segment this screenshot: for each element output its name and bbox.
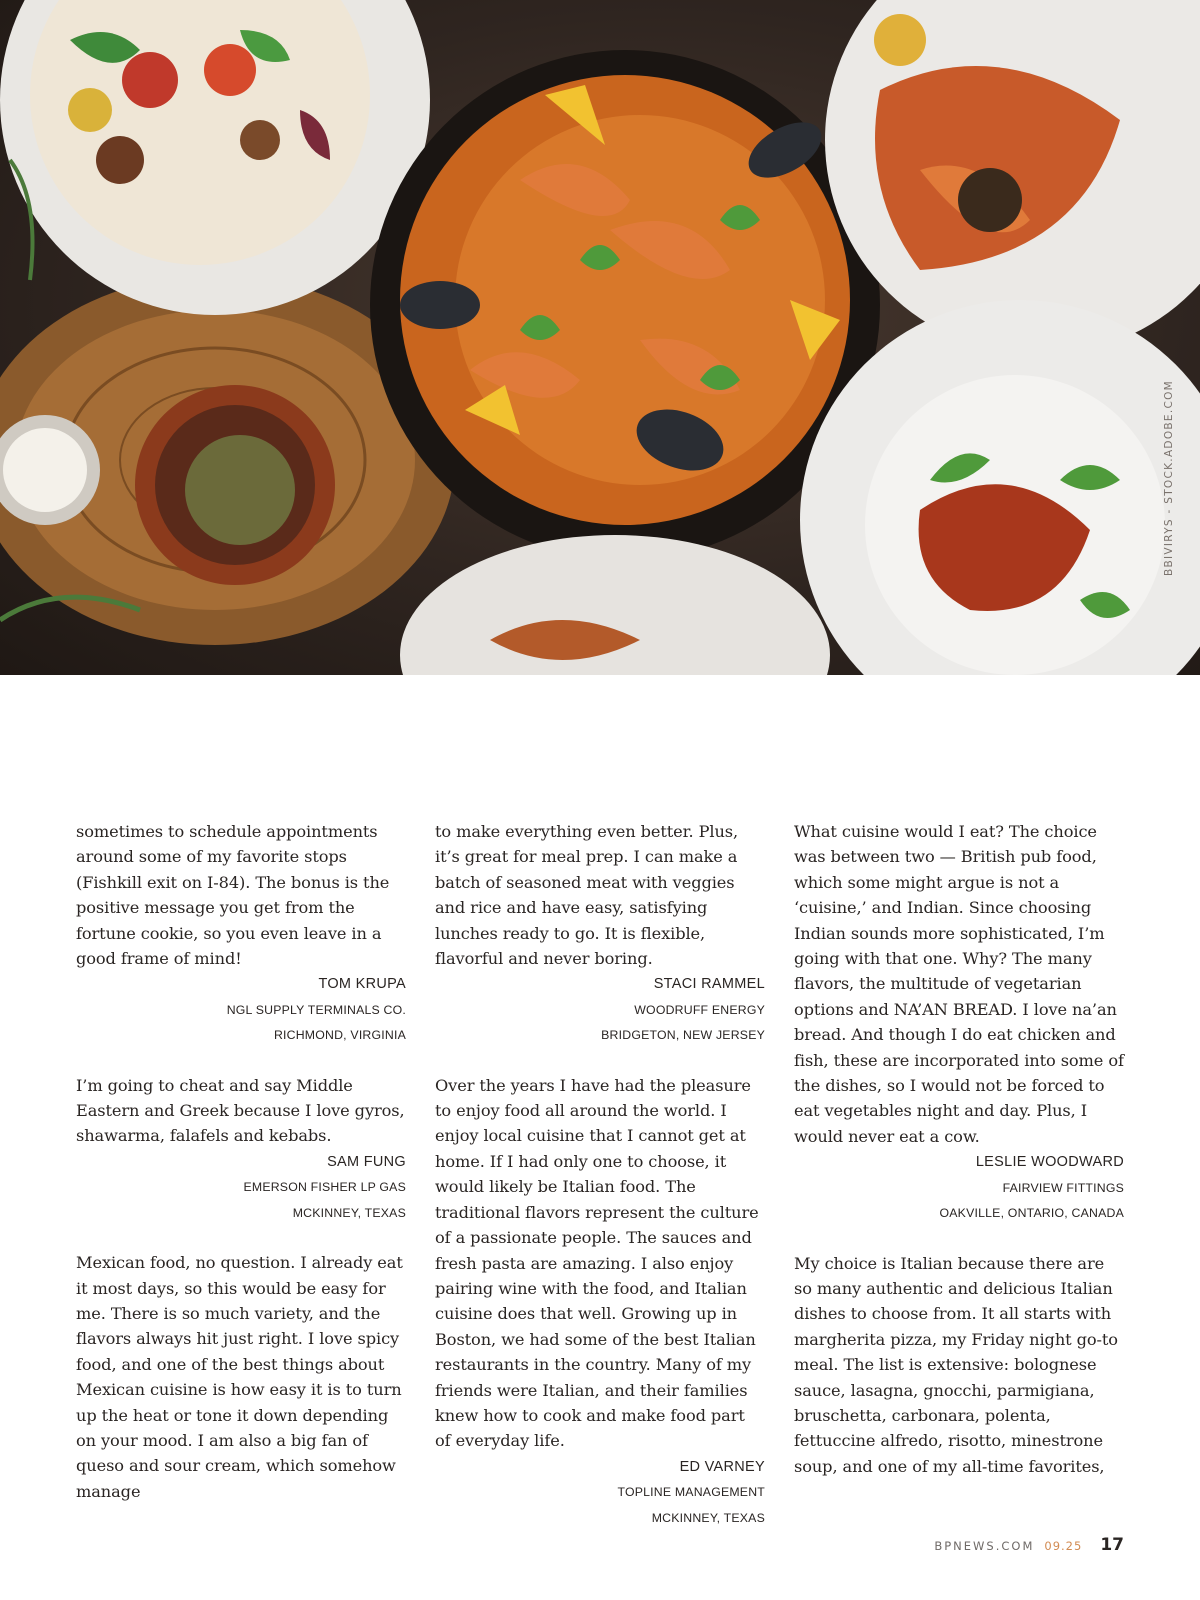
plate-bottom-center [400, 535, 830, 675]
signature [435, 1455, 765, 1531]
respondent-location: MCKINNEY, TEXAS [651, 1510, 765, 1525]
respondent-name: LESLIE WOODWARD [975, 1154, 1124, 1171]
text-column-1 [76, 819, 406, 1504]
respondent-company: WOODRUFF ENERGY [634, 1002, 765, 1017]
response-text: I’m going to cheat and say Middle Eastern and Greek because I love gyros, shawarma, falafels and kebabs. [76, 1075, 405, 1146]
response-text: Over the years I have had the pleasure to enjoy food all around the world. I enjoy local cuisine that I cannot get at home. If I had only one to choose, it would likely be Italian food. The traditional flavors represent the culture of a passionate people. The sauces and fresh pasta are amazing. I also enjoy pairing wine with the food, and Italian cuisine does that well. Growing up in Boston, we had some of the best Italian restaurants in the country. Many of my friends were Italian, and their families knew how to cook and make food part of everyday life. [435, 1075, 759, 1451]
respondent-location: BRIDGETON, NEW JERSEY [601, 1028, 765, 1043]
response-text: What cuisine would I eat? The choice was between two — British pub food, which some might argue is not a ‘cuisine,’ and Indian. Since choosing Indian sounds more sophisticated, I’m going with that one. Why? The many flavors, the multitude of vegetarian options and NA’AN BREAD. I love na’an bread. And though I do eat chicken and fish, these are incorporated into some of the dishes, so I would not be forced to eat vegetables night and day. Plus, I would never eat a cow. [794, 822, 1124, 1146]
respondent-company: EMERSON FISHER LP GAS [243, 1180, 406, 1195]
food-photo-illustration [0, 0, 1200, 675]
respondent-name: TOM KRUPA [318, 976, 406, 993]
signature [435, 972, 765, 1048]
respondent-name: SAM FUNG [327, 1153, 406, 1170]
signature [76, 972, 406, 1048]
respondent-name: ED VARNEY [679, 1458, 765, 1475]
response-entry [76, 819, 406, 1049]
page-footer [934, 1535, 1124, 1555]
response-text: to make everything even better. Plus, it’s great for meal prep. I can make a batch of seasoned meat with veggies and rice and have easy, satisfying lunches ready to go. It is flexible, flavorful and never boring. [435, 822, 739, 969]
footer-site-link[interactable]: BPNEWS.COM [934, 1539, 1035, 1553]
hero-food-photo [0, 0, 1200, 675]
footer-issue-date: 09.25 [1044, 1539, 1083, 1553]
respondent-location: MCKINNEY, TEXAS [292, 1205, 406, 1220]
signature [76, 1150, 406, 1226]
response-entry [794, 819, 1124, 1227]
photo-credit: BBIVIRYS - STOCK.ADOBE.COM [1163, 379, 1175, 576]
response-entry [76, 1073, 406, 1226]
response-entry [76, 1250, 406, 1504]
signature [794, 1150, 1124, 1226]
text-column-2 [435, 819, 765, 1531]
respondent-company: FAIRVIEW FITTINGS [1002, 1180, 1124, 1195]
respondent-company: TOPLINE MANAGEMENT [617, 1485, 765, 1500]
respondent-company: NGL SUPPLY TERMINALS CO. [226, 1002, 406, 1017]
text-column-3 [794, 819, 1124, 1479]
response-entry [435, 1073, 765, 1531]
response-entry [794, 1251, 1124, 1480]
response-text: Mexican food, no question. I already eat it most days, so this would be easy for me. There is so much variety, and the flavors always hit just right. I love spicy food, and one of the best things about Mexican cuisine is how easy it is to turn up the heat or tone it down depending on your mood. I am also a big fan of queso and sour cream, which somehow manage [76, 1253, 403, 1501]
respondent-location: RICHMOND, VIRGINIA [273, 1028, 406, 1043]
respondent-location: OAKVILLE, ONTARIO, CANADA [939, 1206, 1124, 1221]
response-text: sometimes to schedule appointments around some of my favorite stops (Fishkill exit on I-84). The bonus is the positive message you get from the fortune cookie, so you even leave in a good frame of mind! [76, 822, 390, 969]
page-number: 17 [1100, 1535, 1124, 1555]
respondent-name: STACI RAMMEL [653, 976, 765, 993]
response-text: My choice is Italian because there are so many authentic and delicious Italian dishes to choose from. It all starts with margherita pizza, my Friday night go-to meal. The list is extensive: bolognese sauce, lasagna, gnocchi, parmigiana, bruschetta, carbonara, polenta, fettuccine alfredo, risotto, minestrone soup, and one of my all-time favorites, [794, 1253, 1118, 1476]
response-entry [435, 819, 765, 1049]
